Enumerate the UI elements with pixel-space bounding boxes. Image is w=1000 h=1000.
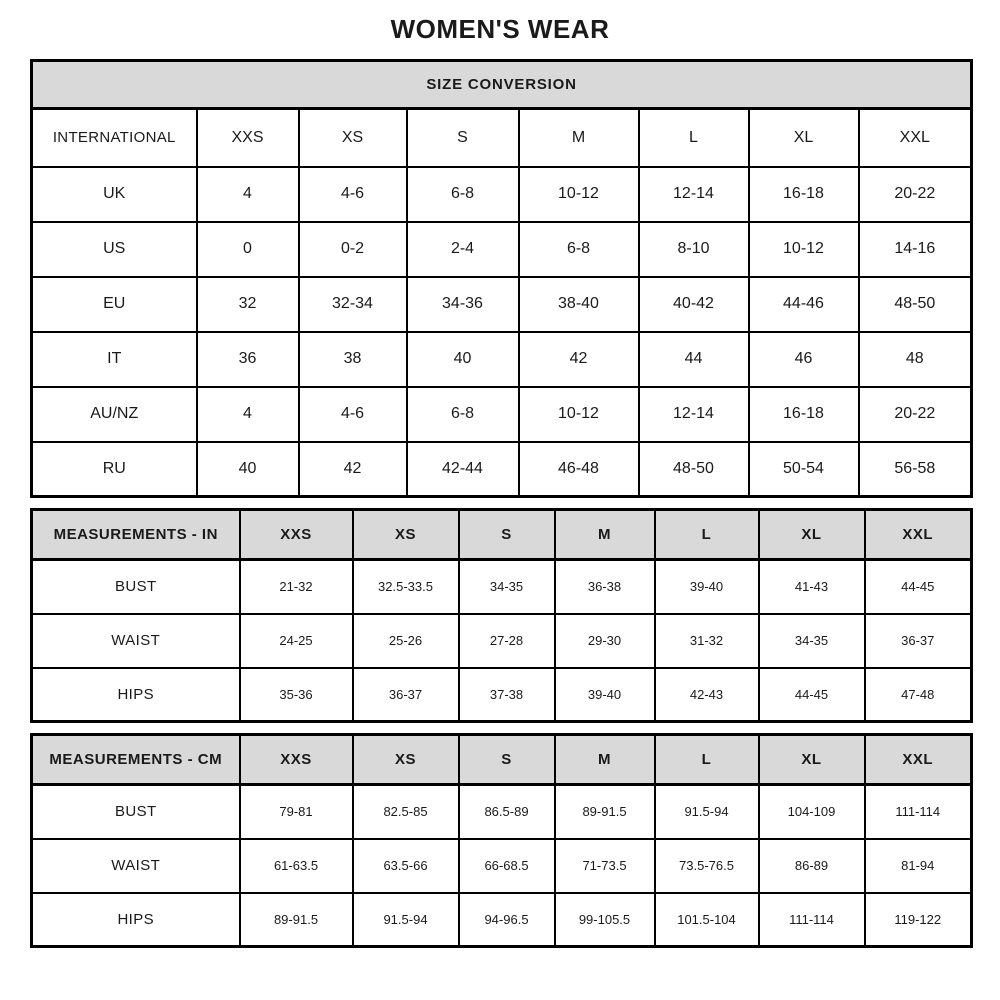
size-value-cell: 48 xyxy=(859,332,972,387)
page-title: WOMEN'S WEAR xyxy=(390,14,610,44)
measurement-value-cell: 89-91.5 xyxy=(240,893,353,947)
size-value-cell: 36 xyxy=(197,332,299,387)
measurement-value-cell: 32.5-33.5 xyxy=(353,560,459,614)
measurement-value-cell: 99-105.5 xyxy=(555,893,655,947)
size-column-header-xs: XS xyxy=(299,109,407,167)
size-value-cell: 10-12 xyxy=(519,167,639,222)
size-value-cell: 40-42 xyxy=(639,277,749,332)
size-value-cell: 16-18 xyxy=(749,167,859,222)
size-value-cell: 12-14 xyxy=(639,387,749,442)
table-row xyxy=(32,61,972,109)
measurement-value-cell: 86-89 xyxy=(759,839,865,893)
size-value-cell: 20-22 xyxy=(859,387,972,442)
size-value-cell: 38 xyxy=(299,332,407,387)
size-value-cell: 12-14 xyxy=(639,167,749,222)
measurements-in-column-header-xl: XL xyxy=(759,510,865,560)
size-chart-page xyxy=(30,14,970,948)
measurement-value-cell: 42-43 xyxy=(655,668,759,722)
table-row xyxy=(32,839,972,893)
size-column-header-xxs: XXS xyxy=(197,109,299,167)
measurement-value-cell: 111-114 xyxy=(759,893,865,947)
measurement-value-cell: 71-73.5 xyxy=(555,839,655,893)
size-value-cell: 44 xyxy=(639,332,749,387)
size-value-cell: 44-46 xyxy=(749,277,859,332)
measurement-value-cell: 31-32 xyxy=(655,614,759,668)
measurement-value-cell: 79-81 xyxy=(240,785,353,839)
size-value-cell: 42 xyxy=(299,442,407,497)
size-value-cell: 38-40 xyxy=(519,277,639,332)
measurement-label: BUST xyxy=(32,560,240,614)
size-value-cell: 32 xyxy=(197,277,299,332)
region-label: US xyxy=(32,222,197,277)
measurement-label: HIPS xyxy=(32,668,240,722)
size-value-cell: 6-8 xyxy=(407,167,519,222)
size-value-cell: 0 xyxy=(197,222,299,277)
size-value-cell: 42 xyxy=(519,332,639,387)
size-value-cell: 34-36 xyxy=(407,277,519,332)
measurements-cm-column-header-l: L xyxy=(655,735,759,785)
measurement-value-cell: 34-35 xyxy=(459,560,555,614)
measurements-cm-column-header-xxs: XXS xyxy=(240,735,353,785)
measurements-in-column-header-xxs: XXS xyxy=(240,510,353,560)
size-value-cell: 16-18 xyxy=(749,387,859,442)
size-value-cell: 6-8 xyxy=(519,222,639,277)
table-row xyxy=(32,735,972,785)
region-label: UK xyxy=(32,167,197,222)
size-value-cell: 42-44 xyxy=(407,442,519,497)
measurement-value-cell: 29-30 xyxy=(555,614,655,668)
table-row xyxy=(32,332,972,387)
measurement-value-cell: 36-37 xyxy=(353,668,459,722)
table-row xyxy=(32,614,972,668)
size-column-header-xxl: XXL xyxy=(859,109,972,167)
measurement-value-cell: 86.5-89 xyxy=(459,785,555,839)
measurements-in-column-header-m: M xyxy=(555,510,655,560)
size-column-header-l: L xyxy=(639,109,749,167)
size-value-cell: 4-6 xyxy=(299,167,407,222)
measurements-cm-header: MEASUREMENTS - CM xyxy=(32,735,240,785)
measurement-value-cell: 94-96.5 xyxy=(459,893,555,947)
size-value-cell: 10-12 xyxy=(519,387,639,442)
measurement-value-cell: 81-94 xyxy=(865,839,972,893)
measurement-value-cell: 101.5-104 xyxy=(655,893,759,947)
measurement-value-cell: 41-43 xyxy=(759,560,865,614)
measurement-value-cell: 36-38 xyxy=(555,560,655,614)
size-value-cell: 56-58 xyxy=(859,442,972,497)
region-label: EU xyxy=(32,277,197,332)
table-row xyxy=(32,893,972,947)
size-value-cell: 14-16 xyxy=(859,222,972,277)
measurement-value-cell: 24-25 xyxy=(240,614,353,668)
size-column-header-xl: XL xyxy=(749,109,859,167)
region-label: AU/NZ xyxy=(32,387,197,442)
size-value-cell: 46 xyxy=(749,332,859,387)
table-row xyxy=(32,785,972,839)
table-row xyxy=(32,668,972,722)
measurements-in-column-header-s: S xyxy=(459,510,555,560)
measurements-cm-table xyxy=(30,733,973,948)
measurement-value-cell: 21-32 xyxy=(240,560,353,614)
measurement-value-cell: 104-109 xyxy=(759,785,865,839)
measurement-value-cell: 66-68.5 xyxy=(459,839,555,893)
measurements-in-column-header-xxl: XXL xyxy=(865,510,972,560)
measurement-value-cell: 63.5-66 xyxy=(353,839,459,893)
measurements-in-column-header-xs: XS xyxy=(353,510,459,560)
measurement-value-cell: 37-38 xyxy=(459,668,555,722)
size-value-cell: 50-54 xyxy=(749,442,859,497)
size-value-cell: 10-12 xyxy=(749,222,859,277)
table-row xyxy=(32,560,972,614)
size-value-cell: 40 xyxy=(197,442,299,497)
table-row xyxy=(32,222,972,277)
measurement-value-cell: 91.5-94 xyxy=(353,893,459,947)
measurement-value-cell: 25-26 xyxy=(353,614,459,668)
size-value-cell: 32-34 xyxy=(299,277,407,332)
measurement-value-cell: 89-91.5 xyxy=(555,785,655,839)
measurements-cm-column-header-xs: XS xyxy=(353,735,459,785)
size-value-cell: 48-50 xyxy=(859,277,972,332)
region-label: RU xyxy=(32,442,197,497)
size-value-cell: 6-8 xyxy=(407,387,519,442)
size-value-cell: 20-22 xyxy=(859,167,972,222)
measurement-value-cell: 61-63.5 xyxy=(240,839,353,893)
size-conversion-table xyxy=(30,59,973,498)
measurement-value-cell: 36-37 xyxy=(865,614,972,668)
size-value-cell: 4-6 xyxy=(299,387,407,442)
size-value-cell: 40 xyxy=(407,332,519,387)
measurement-value-cell: 34-35 xyxy=(759,614,865,668)
measurement-label: HIPS xyxy=(32,893,240,947)
size-value-cell: 48-50 xyxy=(639,442,749,497)
table-row xyxy=(32,109,972,167)
measurement-value-cell: 44-45 xyxy=(759,668,865,722)
size-value-cell: 0-2 xyxy=(299,222,407,277)
measurements-cm-column-header-s: S xyxy=(459,735,555,785)
measurements-cm-column-header-xxl: XXL xyxy=(865,735,972,785)
size-column-header-m: M xyxy=(519,109,639,167)
table-row xyxy=(32,387,972,442)
measurement-value-cell: 35-36 xyxy=(240,668,353,722)
measurement-value-cell: 91.5-94 xyxy=(655,785,759,839)
size-column-header-s: S xyxy=(407,109,519,167)
size-value-cell: 4 xyxy=(197,167,299,222)
size-value-cell: 46-48 xyxy=(519,442,639,497)
table-row xyxy=(32,510,972,560)
measurement-value-cell: 27-28 xyxy=(459,614,555,668)
size-value-cell: 4 xyxy=(197,387,299,442)
table-row xyxy=(32,442,972,497)
measurement-value-cell: 82.5-85 xyxy=(353,785,459,839)
measurements-in-column-header-l: L xyxy=(655,510,759,560)
size-value-cell: 8-10 xyxy=(639,222,749,277)
size-value-cell: 2-4 xyxy=(407,222,519,277)
measurements-in-table xyxy=(30,508,973,723)
measurement-label: BUST xyxy=(32,785,240,839)
measurement-value-cell: 39-40 xyxy=(655,560,759,614)
measurement-value-cell: 119-122 xyxy=(865,893,972,947)
measurement-value-cell: 39-40 xyxy=(555,668,655,722)
international-label-header: INTERNATIONAL xyxy=(32,109,197,167)
table-row xyxy=(32,167,972,222)
size-conversion-header: SIZE CONVERSION xyxy=(32,61,972,109)
measurements-cm-column-header-m: M xyxy=(555,735,655,785)
measurement-label: WAIST xyxy=(32,839,240,893)
measurements-cm-column-header-xl: XL xyxy=(759,735,865,785)
measurement-value-cell: 111-114 xyxy=(865,785,972,839)
measurement-value-cell: 73.5-76.5 xyxy=(655,839,759,893)
table-row xyxy=(32,277,972,332)
measurement-label: WAIST xyxy=(32,614,240,668)
measurement-value-cell: 47-48 xyxy=(865,668,972,722)
region-label: IT xyxy=(32,332,197,387)
measurements-in-header: MEASUREMENTS - IN xyxy=(32,510,240,560)
measurement-value-cell: 44-45 xyxy=(865,560,972,614)
